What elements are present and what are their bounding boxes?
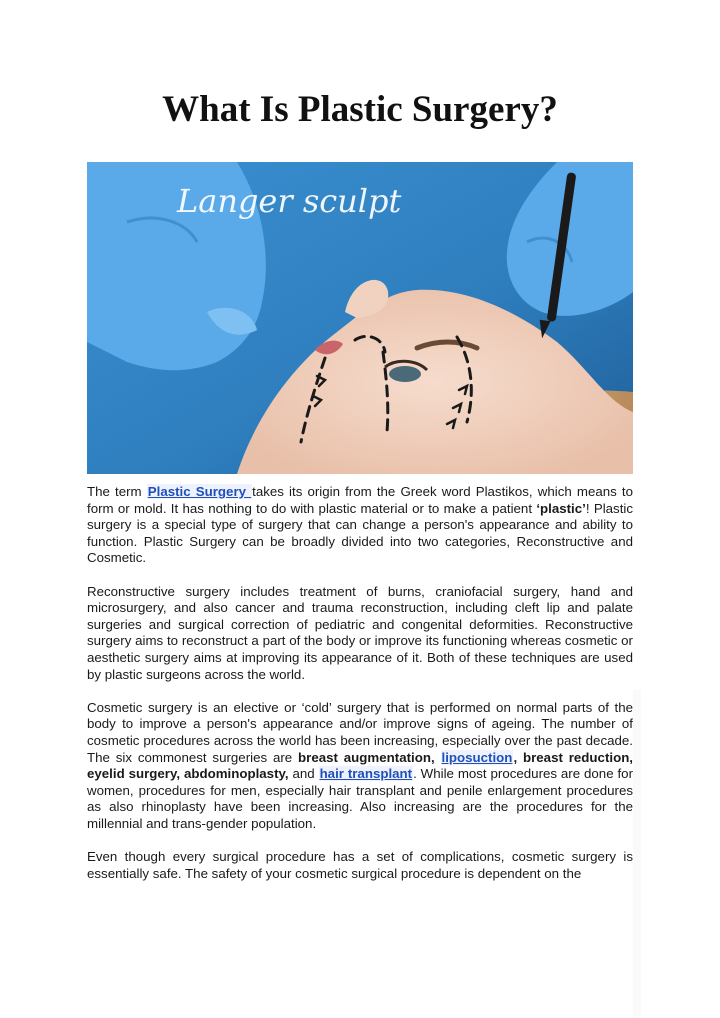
article-body	[87, 484, 633, 899]
paragraph-cosmetic: Cosmetic surgery is an elective or ‘cold’ surgery that is performed on normal parts of the body to improve a person's appearance and/or improve signs of ageing. The number of cosmetic procedures across the world has been increasing, especially over the past decade. The six commonest surgeries are breast augmentation, liposuction, breast reduction, eyelid surgery, abdominoplasty, and hair transplant. While most procedures are done for women, procedures for men, especially hair transplant and penile enlargement procedures as also rhinoplasty have been increasing. Also increasing are the procedures for the millennial and trans-gender population.	[87, 699, 634, 831]
hero-logo: Langer sculpt	[177, 182, 402, 220]
eye-shape	[389, 366, 421, 382]
page-edge-strip	[633, 690, 641, 1018]
hero-image	[87, 162, 633, 474]
page-title: What Is Plastic Surgery?	[162, 89, 558, 130]
hair-transplant-link[interactable]: hair transplant	[319, 766, 413, 782]
paragraph-intro: The term Plastic Surgery takes its origin from the Greek word Plastikos, which means to form or mold. It has nothing to do with plastic material or to make a patient ‘plastic’! Plastic surgery is a special type of surgery that can change a person's appearance and ability to function. Plastic Surgery can be broadly divided into two categories, Reconstructive and Cosmetic.	[87, 484, 633, 566]
liposuction-link[interactable]: liposuction	[441, 749, 513, 765]
paragraph-safety: Even though every surgical procedure has a set of complications, cosmetic surgery is essentially safe. The safety of your cosmetic surgical procedure is dependent on the	[87, 849, 633, 881]
face-surgery-illustration	[87, 162, 633, 474]
plastic-surgery-link[interactable]: Plastic Surgery	[147, 484, 252, 499]
paragraph-reconstructive: Reconstructive surgery includes treatment of burns, craniofacial surgery, hand and microsurgery, and also cancer and trauma reconstruction, including cleft lip and palate surgeries and surgical correction of pediatric and congenital deformities. Reconstructive surgery aims to reconstruct a part of the body or improve its functioning whereas cosmetic or aesthetic surgery aims at improving its appearance of it. Both of these techniques are used by plastic surgeons across the world.	[87, 583, 633, 682]
